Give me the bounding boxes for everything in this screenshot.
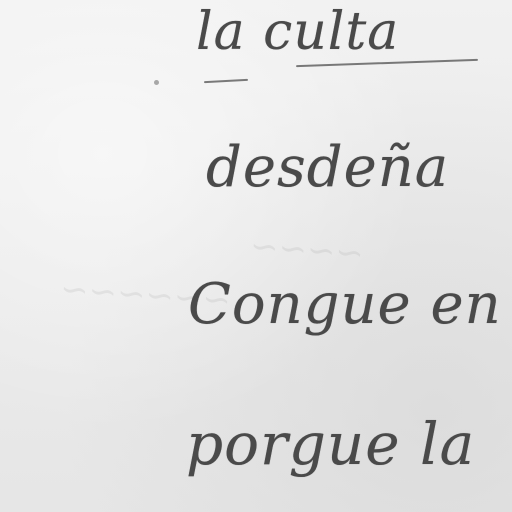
ink-speck [154,80,159,85]
underline-la [204,79,248,83]
handwritten-line-4: porgue la [186,410,476,478]
handwritten-line-3: Congue en [188,272,502,337]
handwritten-line-1: la culta [196,2,400,62]
bleed-through-ink: ~~~~ [248,226,366,274]
bleed-through-ink: ~~~~~~ [58,269,233,321]
handwritten-line-2: desdeña [206,135,450,200]
